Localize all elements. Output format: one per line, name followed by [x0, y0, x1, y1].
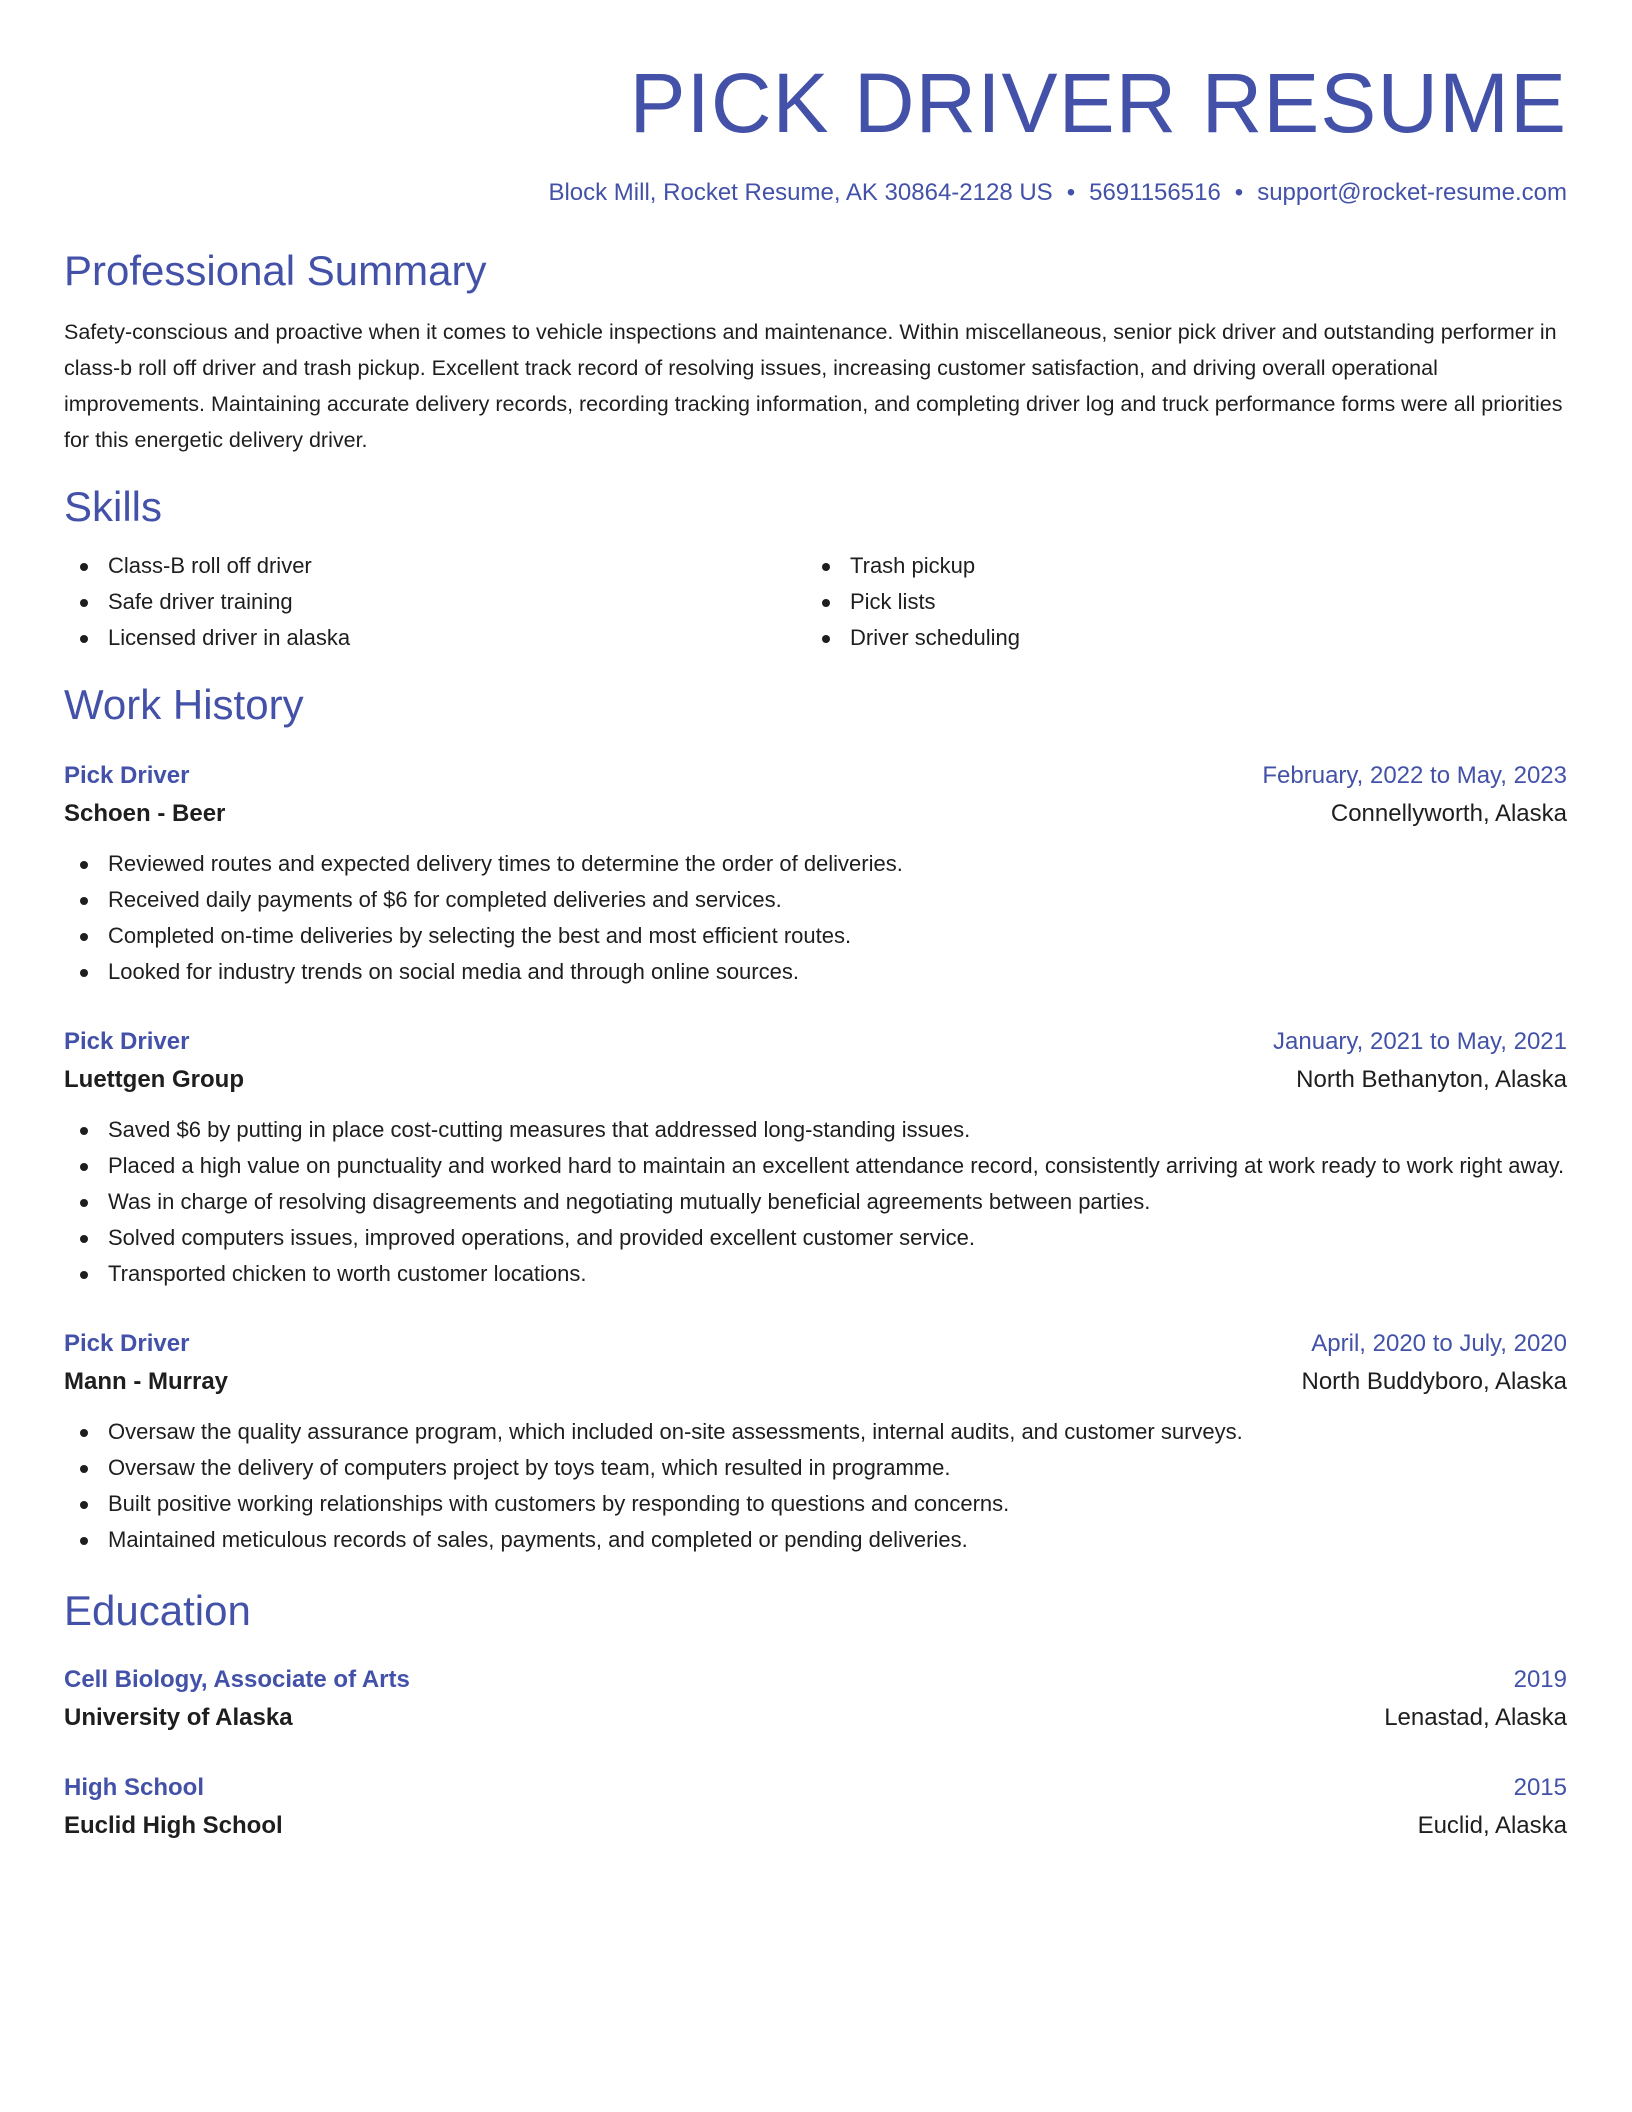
contact-phone[interactable]: 5691156516	[1089, 179, 1221, 206]
job-company: Schoen - Beer	[64, 800, 226, 827]
education-entry	[64, 1770, 1567, 1846]
job-duty: Completed on-time deliveries by selecting the best and most efficient routes.	[64, 918, 1567, 954]
education-school: Euclid High School	[64, 1812, 283, 1839]
skills-column-left	[64, 548, 806, 656]
job-duty: Received daily payments of $6 for completed deliveries and services.	[64, 882, 1567, 918]
skills-heading: Skills	[64, 483, 163, 530]
education-degree: High School	[64, 1774, 204, 1801]
job-entry	[64, 1326, 1567, 1558]
job-duty: Solved computers issues, improved operations, and provided excellent customer service.	[64, 1220, 1567, 1256]
job-dates: April, 2020 to July, 2020	[1311, 1330, 1567, 1357]
skill-item: Safe driver training	[64, 584, 806, 620]
job-company: Mann - Murray	[64, 1368, 229, 1395]
job-duty: Placed a high value on punctuality and worked hard to maintain an excellent attendance record, consistently arriving at work ready to work right away.	[64, 1148, 1567, 1184]
job-duty: Maintained meticulous records of sales, payments, and completed or pending deliveries.	[64, 1522, 1567, 1558]
job-duty: Transported chicken to worth customer locations.	[64, 1256, 1567, 1292]
job-duty: Oversaw the quality assurance program, which included on-site assessments, internal audits, and customer surveys.	[64, 1414, 1567, 1450]
contact-separator: •	[1234, 179, 1244, 206]
job-duties	[64, 1414, 1567, 1558]
skill-item: Driver scheduling	[806, 620, 1548, 656]
education-entry	[64, 1662, 1567, 1738]
job-dates: January, 2021 to May, 2021	[1273, 1028, 1567, 1055]
job-duty: Looked for industry trends on social media and through online sources.	[64, 954, 1567, 990]
contact-address: Block Mill, Rocket Resume, AK 30864-2128 US	[548, 179, 1053, 206]
job-location: North Bethanyton, Alaska	[1296, 1066, 1567, 1093]
education-year: 2019	[1513, 1666, 1567, 1693]
education-location: Euclid, Alaska	[1417, 1812, 1567, 1839]
job-dates: February, 2022 to May, 2023	[1262, 762, 1567, 789]
job-entry	[64, 1024, 1567, 1292]
summary-text: Safety-conscious and proactive when it comes to vehicle inspections and maintenance. Within miscellaneous, senior pick driver and outstanding performer in class-b roll off driver and trash pickup. Excellent track record of resolving issues, increasing customer satisfaction, and driving overall operational improvements. Maintaining accurate delivery records, recording tracking information, and completing driver log and truck performance forms were all priorities for this energetic delivery driver.	[64, 320, 1563, 452]
skill-item: Trash pickup	[806, 548, 1548, 584]
job-duties	[64, 1112, 1567, 1292]
job-duties	[64, 846, 1567, 990]
education-degree: Cell Biology, Associate of Arts	[64, 1666, 410, 1693]
job-location: Connellyworth, Alaska	[1330, 800, 1567, 827]
job-company: Luettgen Group	[64, 1066, 244, 1093]
job-duty: Built positive working relationships with customers by responding to questions and concerns.	[64, 1486, 1567, 1522]
skill-item: Class-B roll off driver	[64, 548, 806, 584]
job-title: Pick Driver	[64, 1330, 190, 1357]
job-location: North Buddyboro, Alaska	[1301, 1368, 1567, 1395]
skill-item: Pick lists	[806, 584, 1548, 620]
contact-separator: •	[1066, 179, 1076, 206]
resume-page	[64, 52, 1567, 1846]
summary-heading: Professional Summary	[64, 247, 487, 294]
contact-email[interactable]: support@rocket-resume.com	[1257, 179, 1567, 206]
job-duty: Was in charge of resolving disagreements and negotiating mutually beneficial agreements between parties.	[64, 1184, 1567, 1220]
contact-line	[64, 176, 1567, 210]
education-heading: Education	[64, 1587, 251, 1634]
education-year: 2015	[1513, 1774, 1567, 1801]
education-location: Lenastad, Alaska	[1384, 1704, 1567, 1731]
job-entry	[64, 758, 1567, 990]
work-history-heading: Work History	[64, 681, 304, 728]
skills-column-right	[806, 548, 1548, 656]
skill-item: Licensed driver in alaska	[64, 620, 806, 656]
resume-title: PICK DRIVER RESUME	[629, 56, 1567, 150]
job-duty: Oversaw the delivery of computers project by toys team, which resulted in programme.	[64, 1450, 1567, 1486]
job-duty: Reviewed routes and expected delivery times to determine the order of deliveries.	[64, 846, 1567, 882]
job-duty: Saved $6 by putting in place cost-cutting measures that addressed long-standing issues.	[64, 1112, 1567, 1148]
job-title: Pick Driver	[64, 1028, 190, 1055]
skills-list	[64, 548, 1567, 656]
job-title: Pick Driver	[64, 762, 190, 789]
education-school: University of Alaska	[64, 1704, 293, 1731]
